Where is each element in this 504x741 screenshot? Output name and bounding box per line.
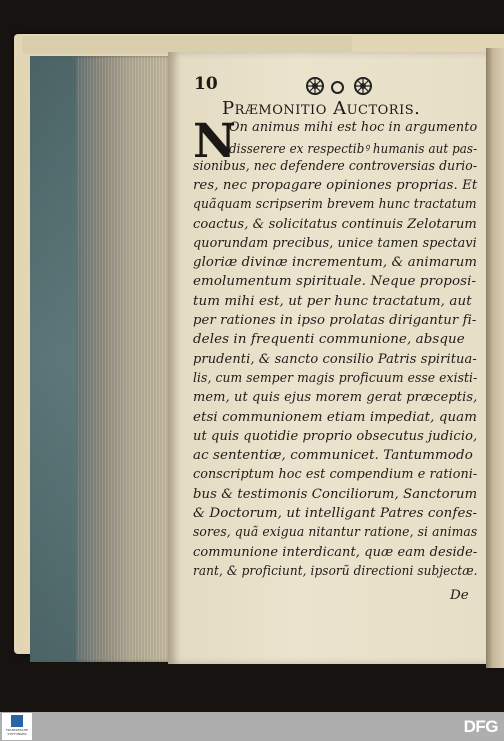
text-line: deles in frequenti communione, absque [193, 332, 465, 348]
section-heading: Præmonitio Auctoris. [222, 98, 421, 119]
text-line: coactus, & solicitatus continuis Zelotarum [193, 216, 477, 232]
text-line: & Doctorum, ut intelligant Patres confes- [193, 506, 478, 521]
text-line: lis, cum semper magis proficuum esse existi- [193, 370, 478, 386]
text-line: quorundam precibus, unice tamen spectavi [193, 235, 477, 251]
text-line: quãquam scripserim brevem hunc tractatum [193, 197, 477, 213]
text-line: sores, quã exigua nitantur ratione, si animas [193, 525, 478, 541]
text-line: res, nec propagare opiniones proprias. Et [193, 177, 478, 193]
ornament-rosette-icon [304, 76, 326, 96]
text-line: prudenti, & sancto consilio Patris spiritua- [193, 351, 477, 367]
ornament-rosette-icon [352, 76, 374, 96]
text-line: sionibus, nec defendere controversias durio- [193, 158, 478, 174]
viewer-footer-bar [0, 712, 504, 741]
dfg-logo[interactable]: DFG [463, 717, 498, 736]
adjacent-page-edge [486, 48, 504, 668]
text-line: gloriæ divinæ incrementum, & animarum [193, 255, 478, 271]
text-line: etsi communionem etiam impediat, quam [193, 409, 477, 425]
page-number: 10 [194, 74, 218, 94]
text-line: bus & testimonis Conciliorum, Sanctorum [193, 486, 478, 502]
library-logo-text: FRANCKESCHE STIFTUNGEN [5, 728, 29, 736]
text-line: mem, ut quis ejus morem gerat præceptis, [193, 390, 478, 406]
library-emblem-icon [11, 715, 23, 727]
text-line: per rationes in ipso prolatas dirigantur fi- [193, 313, 477, 328]
text-line: communione interdicant, quæ eam deside- [193, 544, 478, 560]
text-line: conscriptum hoc est compendium e rationi- [193, 467, 478, 483]
text-line: tum mihi est, ut per hunc tractatum, aut [193, 293, 472, 309]
text-line: rant, & proficiunt, ipsorũ directioni subjectæ. [193, 563, 478, 579]
text-line: On animus mihi est hoc in argumento [229, 120, 478, 135]
text-line: ut quis quotidie proprio obsecutus judicio, [193, 428, 478, 444]
catchword: De [450, 588, 469, 603]
ornament-ring-icon [331, 81, 344, 94]
book-page-edges [30, 56, 172, 662]
text-line: disserere ex respectibꝰ humanis aut pas- [229, 142, 478, 158]
library-logo[interactable] [2, 713, 32, 740]
text-line: emolumentum spirituale. Neque proposi- [193, 274, 477, 290]
text-line: ac sententiæ, communicet. Tantummodo [193, 448, 473, 464]
drop-capital: N [193, 114, 236, 169]
page-header [194, 74, 484, 96]
